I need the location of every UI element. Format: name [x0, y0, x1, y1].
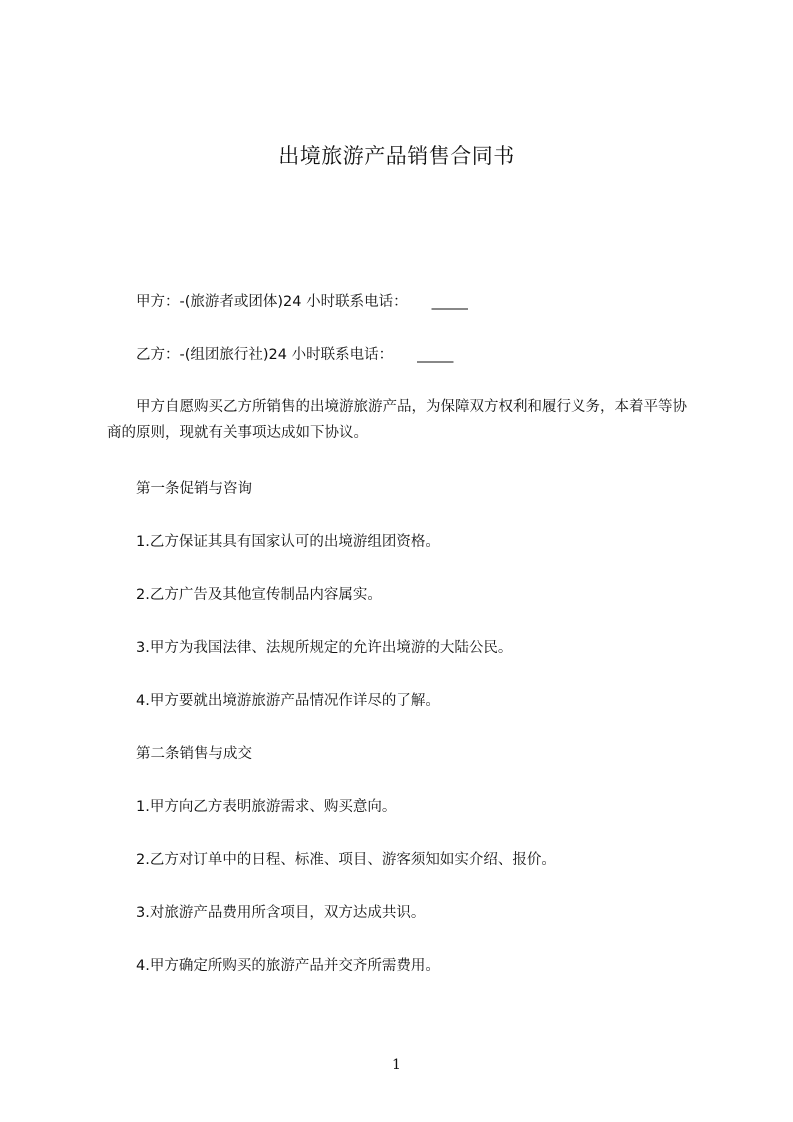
clause-item: 3.对旅游产品费用所含项目，双方达成共识。: [136, 905, 426, 921]
party-b-label: 乙方：-(组团旅行社)24 小时联系电话：: [136, 347, 394, 363]
clause-item: 1.甲方向乙方表明旅游需求、购买意向。: [136, 799, 397, 815]
party-b-phone-blank: _____: [417, 347, 454, 363]
clause-item: 2.乙方对订单中的日程、标准、项目、游客须知如实介绍、报价。: [136, 852, 556, 868]
clause-item: 2.乙方广告及其他宣传制品内容属实。: [136, 587, 382, 603]
page-number: 1: [392, 1057, 401, 1073]
party-a-label: 甲方：-(旅游者或团体)24 小时联系电话：: [136, 294, 408, 310]
clause-item: 4.甲方确定所购买的旅游产品并交齐所需费用。: [136, 958, 440, 974]
party-b-line: [136, 345, 453, 365]
intro-paragraph: 甲方自愿购买乙方所销售的出境游旅游产品，为保障双方权利和履行义务，本着平等协商的原则，现就有关事项达成如下协议。: [107, 399, 687, 441]
party-a-phone-blank: _____: [431, 294, 468, 310]
party-a-line: [136, 292, 468, 312]
section-heading: 第一条促销与咨询: [136, 481, 252, 497]
section-heading: 第二条销售与成交: [136, 746, 252, 762]
document-title: 出境旅游产品销售合同书: [278, 144, 515, 168]
clause-item: 4.甲方要就出境游旅游产品情况作详尽的了解。: [136, 693, 440, 709]
clause-item: 1.乙方保证其具有国家认可的出境游组团资格。: [136, 534, 440, 550]
clause-item: 3.甲方为我国法律、法规所规定的允许出境游的大陆公民。: [136, 640, 513, 656]
